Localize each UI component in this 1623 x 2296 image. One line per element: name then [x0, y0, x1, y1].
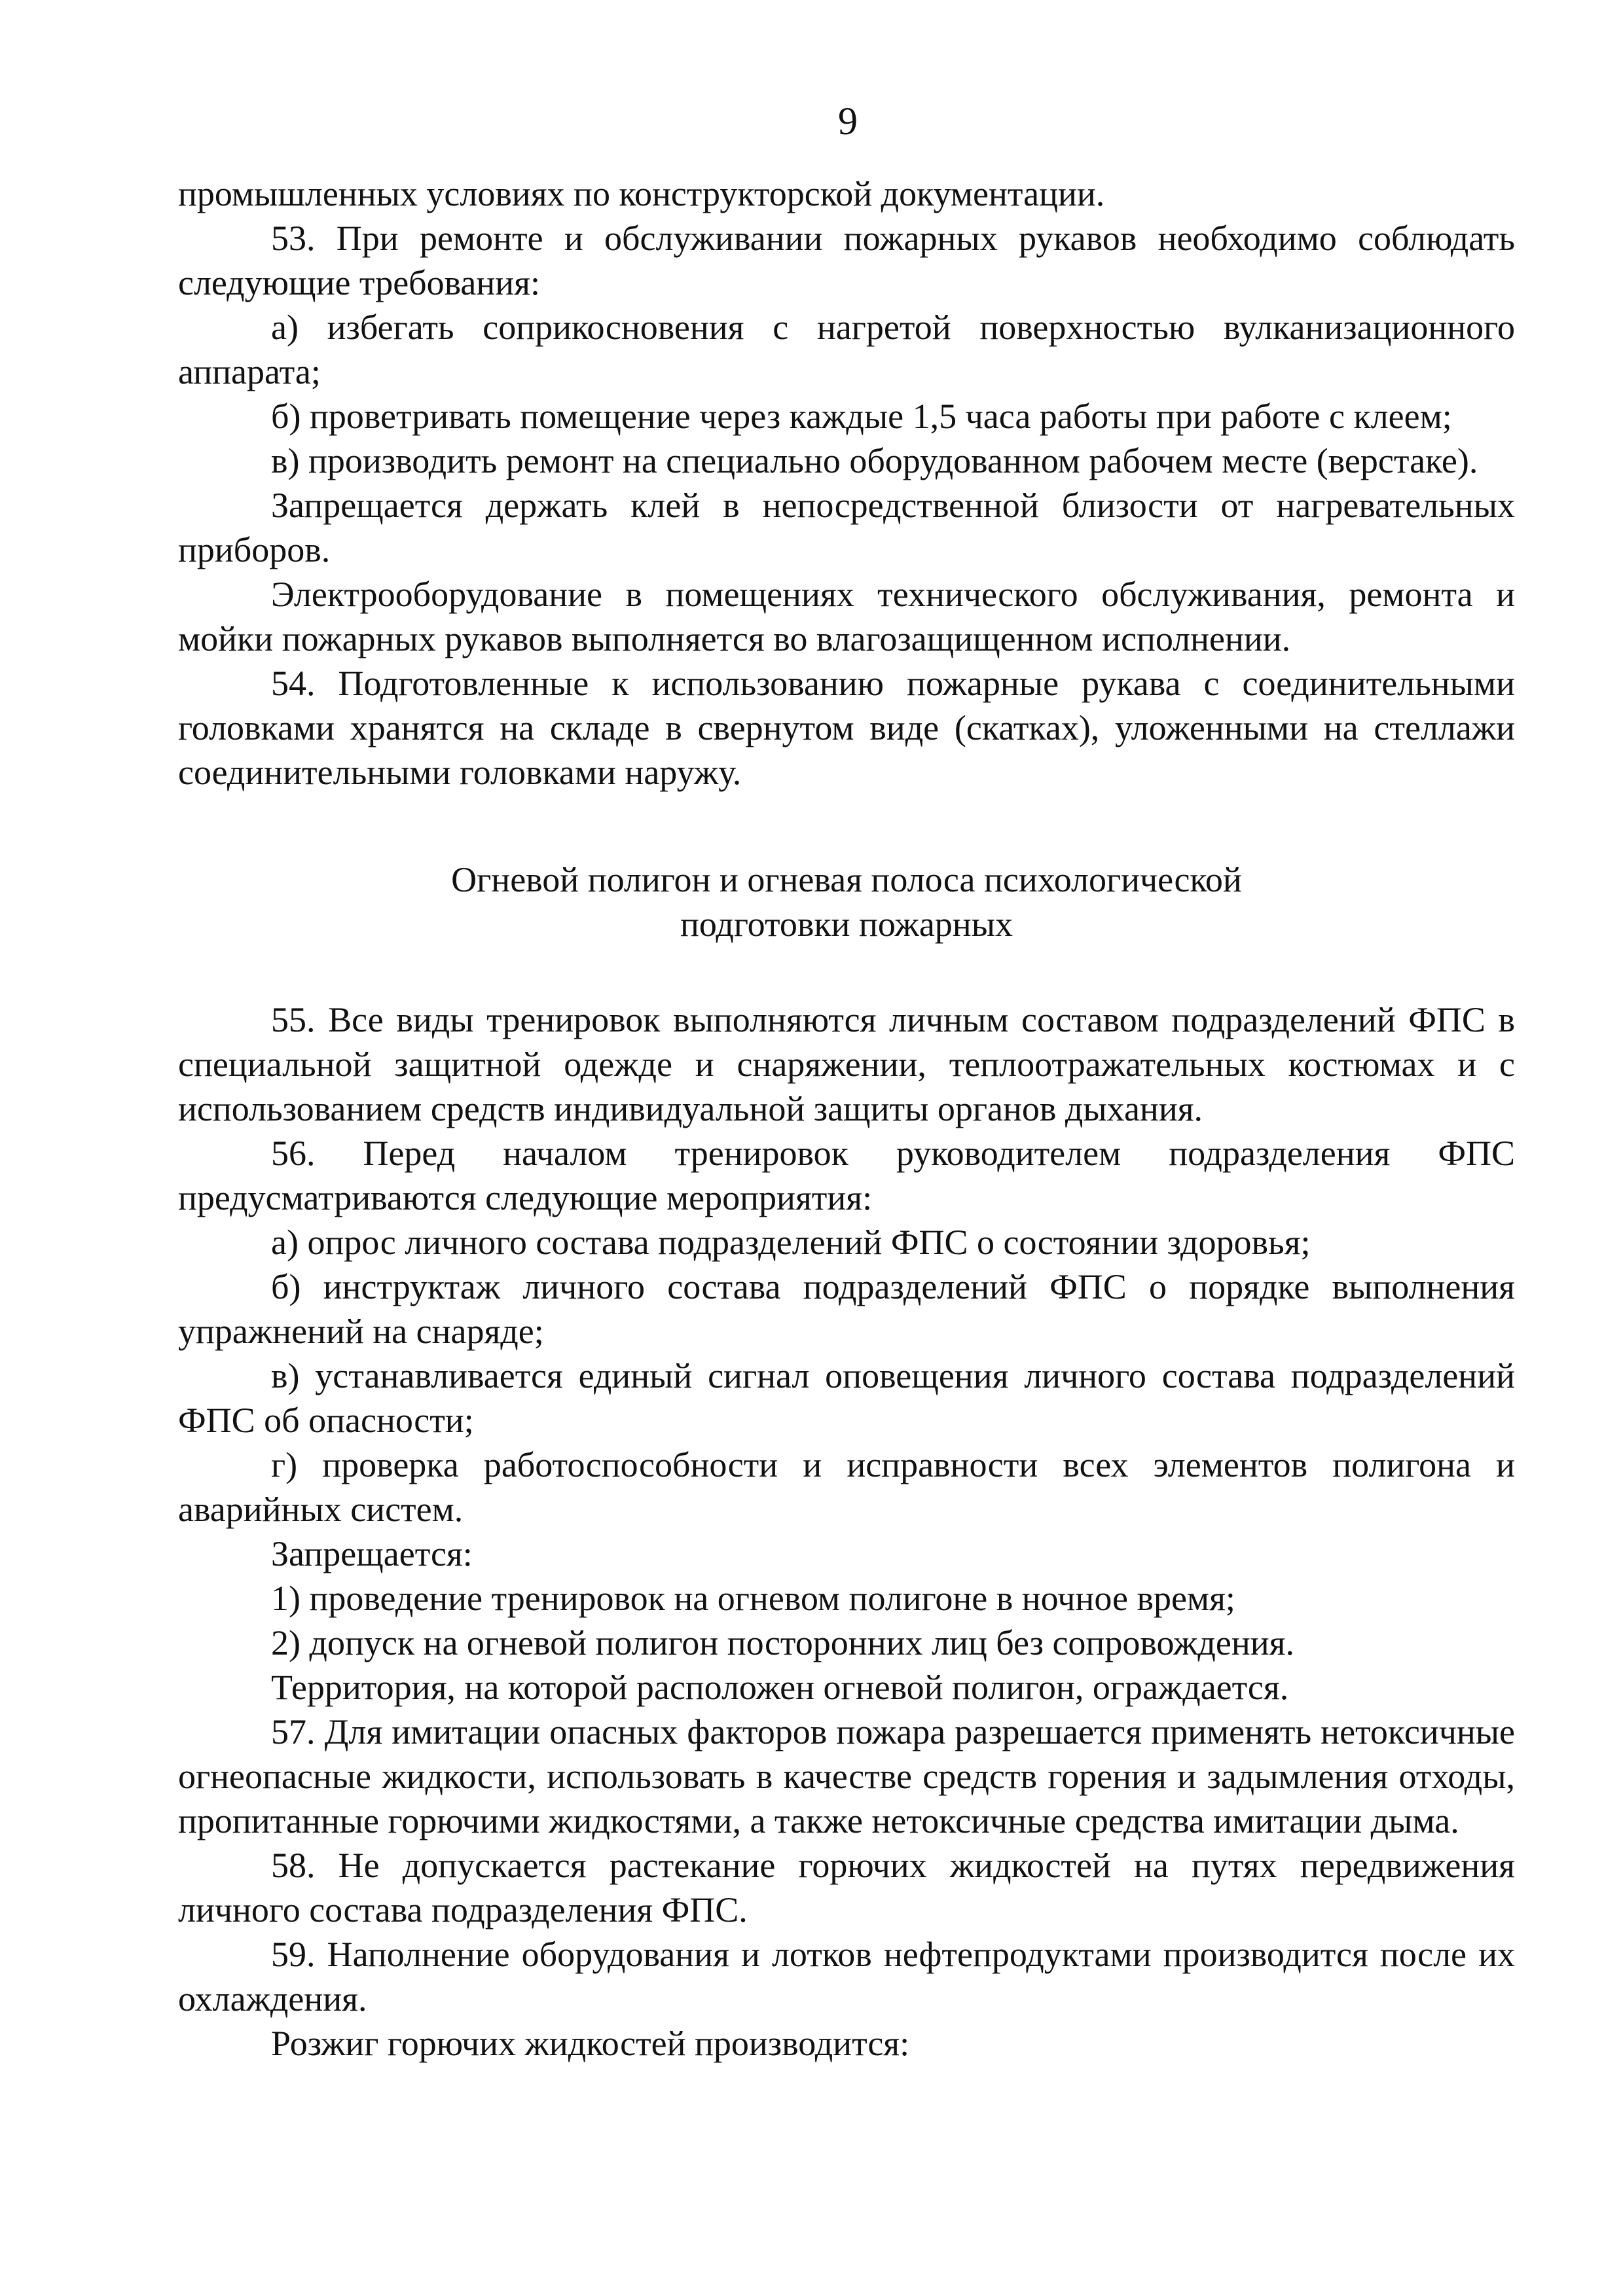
- paragraph-territory: Территория, на которой расположен огневой полигон, ограждается.: [271, 1668, 1289, 1707]
- section-heading-line-2: подготовки пожарных: [680, 905, 1013, 944]
- section-spacer: [178, 946, 1515, 997]
- section-spacer: [178, 795, 1515, 857]
- section-heading: [178, 857, 1515, 946]
- paragraph-item-54: 54. Подготовленные к использованию пожарные рукава с соединительными головками хранятся на складе в свернутом виде (скатках), уложенными на стеллажи соединительными головками наружу.: [178, 664, 1515, 792]
- paragraph-ignition: Розжиг горючих жидкостей производится:: [271, 2024, 910, 2063]
- paragraph-item-53-a: а) избегать соприкосновения с нагретой поверхностью вулканизационного аппарата;: [178, 308, 1515, 391]
- page-number: 9: [838, 99, 858, 143]
- paragraph-item-53-b: б) проветривать помещение через каждые 1,5 часа работы при работе с клеем;: [271, 397, 1452, 436]
- paragraph-item-57: 57. Для имитации опасных факторов пожара разрешается применять нетоксичные огнеопасные жидкости, использовать в качестве средств горения и задымления отходы, пропитанные горючими жидкостями, а также нетоксичные средства имитации дыма.: [178, 1712, 1515, 1840]
- paragraph-item-53: 53. При ремонте и обслуживании пожарных рукавов необходимо соблюдать следующие требования:: [178, 219, 1515, 302]
- paragraph-item-59: 59. Наполнение оборудования и лотков нефтепродуктами производится после их охлаждения.: [178, 1935, 1515, 2018]
- paragraph-item-56-a: а) опрос личного состава подразделений ФПС о состоянии здоровья;: [271, 1223, 1311, 1262]
- paragraph-prohibition-glue: Запрещается держать клей в непосредственной близости от нагревательных приборов.: [178, 486, 1515, 569]
- paragraph-prohibited-1: 1) проведение тренировок на огневом полигоне в ночное время;: [271, 1579, 1235, 1618]
- paragraph-item-53-v: в) производить ремонт на специально оборудованном рабочем месте (верстаке).: [271, 441, 1478, 480]
- section-heading-line-1: Огневой полигон и огневая полоса психологической: [451, 860, 1242, 899]
- paragraph-continuation: промышленных условиях по конструкторской документации.: [178, 174, 1105, 213]
- paragraph-electrical-equipment: Электрооборудование в помещениях технического обслуживания, ремонта и мойки пожарных рукавов выполняется во влагозащищенном исполнении.: [178, 575, 1515, 658]
- paragraph-prohibited-heading: Запрещается:: [271, 1534, 473, 1573]
- paragraph-prohibited-2: 2) допуск на огневой полигон посторонних лиц без сопровождения.: [271, 1623, 1294, 1662]
- paragraph-item-56-g: г) проверка работоспособности и исправности всех элементов полигона и аварийных систем.: [178, 1445, 1515, 1529]
- paragraph-item-56: 56. Перед началом тренировок руководителем подразделения ФПС предусматриваются следующие мероприятия:: [178, 1134, 1515, 1217]
- document-body: [178, 171, 1515, 2066]
- paragraph-item-56-v: в) устанавливается единый сигнал оповещения личного состава подразделений ФПС об опасности;: [178, 1356, 1515, 1440]
- paragraph-item-55: 55. Все виды тренировок выполняются личным составом подразделений ФПС в специальной защитной одежде и снаряжении, теплоотражательных костюмах и с использованием средств индивидуальной защиты органов дыхания.: [178, 1000, 1515, 1128]
- paragraph-item-58: 58. Не допускается растекание горючих жидкостей на путях передвижения личного состава подразделения ФПС.: [178, 1846, 1515, 1929]
- paragraph-item-56-b: б) инструктаж личного состава подразделений ФПС о порядке выполнения упражнений на снаряде;: [178, 1267, 1515, 1351]
